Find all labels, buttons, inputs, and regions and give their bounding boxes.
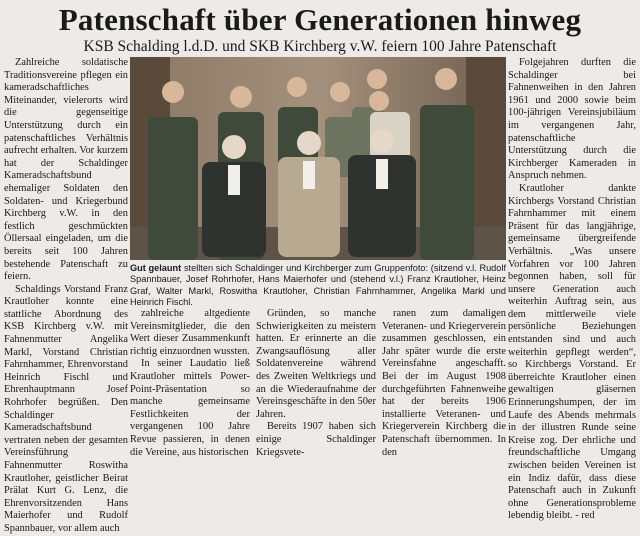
group-photo — [130, 57, 506, 260]
paragraph: Gründen, so manche Schwierigkeiten zu meistern hatten. Er erinnerte an die Zwangsauflösung aller Soldatenvereine während des Zweiten Weltkriegs und an die Wiederaufnahme der Vereinsgeschäfte in den 50er Jahren. — [256, 308, 376, 420]
paragraph: zahlreiche altgediente Vereinsmitglieder, die den Wert dieser Zusammenkunft richtig einzuordnen wussten. — [130, 308, 250, 357]
paragraph: Krautloher dankte Kirchbergs Vorstand Christian Fahrnhammer mit einem Präsent für das langjährige, gemeinsame übergreifende Verhältnis. „Was unsere Vorfahren vor 100 Jahren begonnen haben, soll für unsere Generation auch weiterhin Auftrag sein, aus dem mittlerweile viele persönliche Beziehungen entstanden sind und auch weiterhin gepflegt werden“, so Kirchbergs Vorstand. Er überreichte Krautloher einen gewaltigen gläsernen Erinnerungshumpen, der im Laufe des Abends mehrmals in der illustren Runde seine Kreise zog. Der ehrliche und freundschaftliche Umgang zwischen beiden Vereinen ist ein Indiz dafür, dass diese Patenschaft auch in Zukunft ohne Generationsprobleme lebendig bleibt. - red — [508, 182, 636, 522]
caption-lead: Gut gelaunt — [130, 263, 182, 273]
paragraph: Schaldings Vorstand Franz Krautloher konnte eine stattliche Abordnung des KSB Kirchberg v.W. mit Fahnenmutter Angelika Markl, Vorstand Christian Fahrnhammer, Ehrenvorstand Heinrich Fischl und Ehrenhauptmann Josef Rohrhofer begrüßen. Den Schaldinger Kameradschaftsbund vertraten neben der gesamten Vereinsführung Fahnenmutter Roswitha Krautloher, geistlicher Beirat Prälat Kurt G. Lenz, die Ehrenvorsitzenden Hans Maierhofer und Rudolf Spannbauer, vor allem auch — [4, 283, 128, 534]
article-column-2 — [130, 308, 250, 458]
article-column-1 — [4, 57, 128, 534]
paragraph: Bereits 1907 haben sich einige Schaldinger Kriegsvete- — [256, 421, 376, 458]
article-headline: Patenschaft über Generationen hinweg — [58, 2, 582, 37]
article-column-5 — [508, 57, 636, 522]
paragraph: Folgejahren durften die Schaldinger bei Fahnenweihen in den Jahren 1961 und 2000 sowie beim 100-jährigen Vereinsjubiläum im vergangenen Jahr, patenschaftliche Unterstützung durch die Kirchberger Kameraden in Anspruch nehmen. — [508, 57, 636, 182]
paragraph: Zahlreiche soldatische Traditionsvereine pflegen ein kameradschaftliches Miteinander, vielerorts wird die gegenseitige Unterstützung durch ein patenschaftliches Verhältnis aufrecht erhalten. Vor kurzem hat der Schaldinger Kameradschaftsbund ehemaliger Soldaten den Soldaten- und Kriegerbund Kirchberg v.W. in den festlich geschmückten Öllersaal eingeladen, um die bereits seit 100 Jahren bestehende Patenschaft zu feiern. — [4, 57, 128, 283]
paragraph: ranen zum damaligen Veteranen- und Kriegerverein zusammen geschlossen, ein Jahr später wurde die erste Vereinsfahne angeschafft. Bei der im August 1908 durchgeführten Fahnenweihe hat der bereits 1906 installierte Veteranen- und Kriegerverein Kirchberg die Patenschaft übernommen. In den — [382, 308, 506, 458]
caption-text: stellten sich Schaldinger und Kirchberger zum Gruppenfoto: (sitzend v.l. Rudolf Spannbauer, Josef Rohrhofer, Hans Maierhofer und (stehend v.l.) Franz Krautloher, Heinz Graf, Walter Markl, Roswitha Krautloher, Christian Fahrnhammer, Angelika Markl und Heinrich Fischl. — [130, 263, 506, 307]
article-column-3 — [256, 308, 376, 458]
article-column-4 — [382, 308, 506, 458]
paragraph: In seiner Laudatio ließ Krautloher mittels Power-Point-Präsentation so manche gemeinsame Festlichkeiten der vergangenen 100 Jahre Revue passieren, in denen die Vereine, aus historischen — [130, 358, 250, 458]
photo-caption — [130, 263, 506, 308]
article-subheadline: KSB Schalding l.d.D. und SKB Kirchberg v.W. feiern 100 Jahre Patenschaft — [83, 38, 557, 55]
